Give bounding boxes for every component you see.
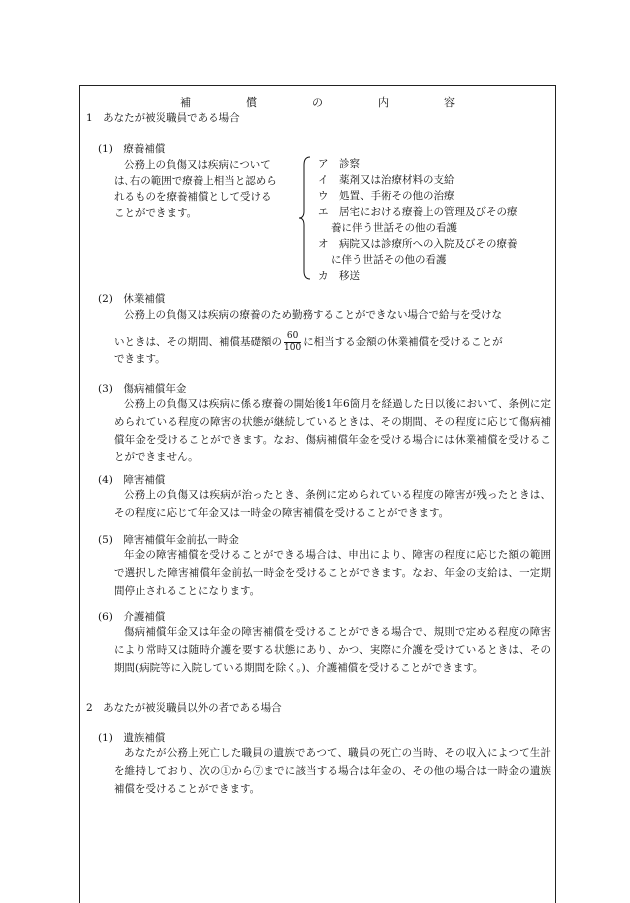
treatment-list-item: カ 移送 (318, 270, 360, 282)
treatment-list-item: ウ 処置、手術その他の治療 (318, 190, 455, 202)
fraction-denominator: 100 (284, 342, 302, 353)
item-1-2-line-pre: いときは、その期間、補償基礎額の (114, 336, 282, 348)
item-1-4-body: 公務上の負傷又は疾病が治ったとき、条例に定められている程度の障害が残ったときは、その程度に応じて年金又は一時金の障害補償を受けることができます。 (114, 489, 551, 519)
item-1-1-body-line: れるものを療養補償として受ける (114, 191, 272, 203)
item-1-5-label: (5) 障害補償年金前払一時金 (98, 534, 239, 546)
treatment-list-item: に伴う世話その他の看護 (331, 254, 447, 266)
fraction-numerator: 60 (284, 331, 301, 343)
item-1-2-label: (2) 休業補償 (98, 293, 166, 305)
treatment-list-item: エ 居宅における療養上の管理及びその療 (318, 206, 518, 218)
page-title: 補 償 の 内 容 (180, 96, 477, 109)
item-1-5-body: 年金の障害補償を受けることができる場合は、申出により、障害の程度に応じた額の範囲で選択した障害補償年金前払一時金を受けることができます。なお、年金の支給は、一定期間停止されることになります。 (114, 549, 551, 597)
item-1-2-line: できます。 (114, 353, 166, 365)
item-1-2-line-with-fraction (114, 329, 503, 355)
treatment-list-item: ア 診察 (318, 158, 360, 170)
item-1-2-line-post: に相当する金額の休業補償を受けることが (303, 336, 503, 348)
item-1-4-label: (4) 障害補償 (98, 474, 166, 486)
item-1-1-label: (1) 療養補償 (98, 143, 166, 155)
item-1-6-label: (6) 介護補償 (98, 611, 166, 623)
item-1-3-label: (3) 傷病補償年金 (98, 383, 187, 395)
item-1-1-body-line: 公務上の負傷又は疾病について (124, 159, 271, 171)
item-1-2-line: 公務上の負傷又は疾病の療養のため勤務することができない場合で給与を受けな (124, 309, 502, 321)
left-brace-icon (298, 155, 314, 281)
treatment-list-item: イ 薬剤又は治療材料の支給 (318, 174, 455, 186)
treatment-list-item: オ 病院又は診療所への入院及びその療養 (318, 238, 518, 250)
item-1-3-body: 公務上の負傷又は疾病に係る療養の開始後1年6箇月を経過した日以後において、条例に定められている程度の障害の状態が継続しているときは、その期間、その程度に応じて傷病補償年金を受けることができます。なお、傷病補償年金を受ける場合には休業補償を受けることができません。 (114, 398, 551, 464)
fraction (284, 331, 301, 354)
item-1-6-body: 傷病補償年金又は年金の障害補償を受けることができる場合で、規則で定める程度の障害により常時又は随時介護を要する状態にあり、かつ、実際に介護を受けているときは、その期間(病院等に入院している期間を除く。)、介護補償を受けることができます。 (114, 626, 551, 674)
item-2-1-body: あなたが公務上死亡した職員の遺族であつて、職員の死亡の当時、その収入によつて生計を維持しており、次の①から⑦までに該当する場合は年金の、その他の場合は一時金の遺族補償を受けることができます。 (114, 747, 551, 795)
treatment-list-item: 養に伴う世話その他の看護 (331, 222, 457, 234)
item-1-1-body-line: ことができます。 (114, 207, 198, 219)
item-1-1-body-line: は､右の範囲で療養上相当と認めら (114, 175, 277, 187)
section-2-heading: 2 あなたが被災職員以外の者である場合 (86, 702, 282, 714)
section-1-heading: 1 あなたが被災職員である場合 (86, 112, 240, 124)
item-2-1-label: (1) 遺族補償 (98, 732, 166, 744)
